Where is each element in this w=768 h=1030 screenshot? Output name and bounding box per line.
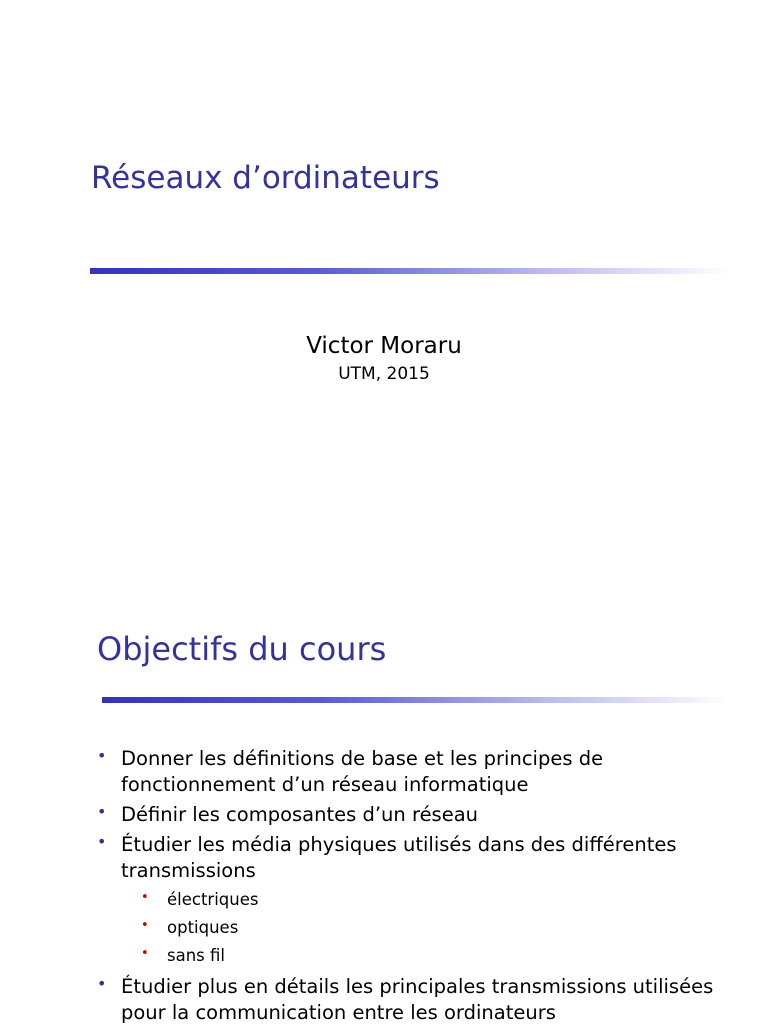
list-item-text: Définir les composantes d’un réseau (121, 803, 479, 826)
organization-year: UTM, 2015 (338, 364, 430, 384)
objectives-list (97, 746, 747, 1030)
title-underline-1 (90, 268, 730, 274)
sub-list-item-text: sans fil (167, 946, 225, 965)
slide-title-2: Objectifs du cours (97, 630, 387, 668)
title-underline-2 (102, 697, 730, 703)
sub-list-item-text: optiques (167, 918, 239, 937)
list-item (97, 832, 747, 970)
bullet-icon: • (97, 974, 107, 993)
bullet-icon: • (97, 832, 107, 851)
bullet-icon: • (97, 802, 107, 821)
sub-bullet-icon: • (141, 918, 149, 933)
author-name: Victor Moraru (306, 333, 462, 359)
list-item-text: Donner les définitions de base et les principes de fonctionnement d’un réseau informatique (121, 747, 604, 796)
list-item (97, 746, 747, 798)
list-item-text: Étudier les média physiques utilisés dans des différentes transmissions (121, 833, 677, 882)
sub-list-item (141, 914, 747, 942)
list-item (97, 802, 747, 828)
sub-list-item (141, 886, 747, 914)
sub-list-item-text: électriques (167, 890, 259, 909)
sub-list (121, 886, 747, 970)
bullet-icon: • (97, 746, 107, 765)
sub-bullet-icon: • (141, 946, 149, 961)
list-item-text: Étudier plus en détails les principales transmissions utilisées pour la communication entre les ordinateurs (121, 975, 714, 1024)
sub-list-item (141, 942, 747, 970)
list-item (97, 974, 747, 1026)
sub-bullet-icon: • (141, 890, 149, 905)
slide-title-1: Réseaux d’ordinateurs (91, 160, 440, 196)
